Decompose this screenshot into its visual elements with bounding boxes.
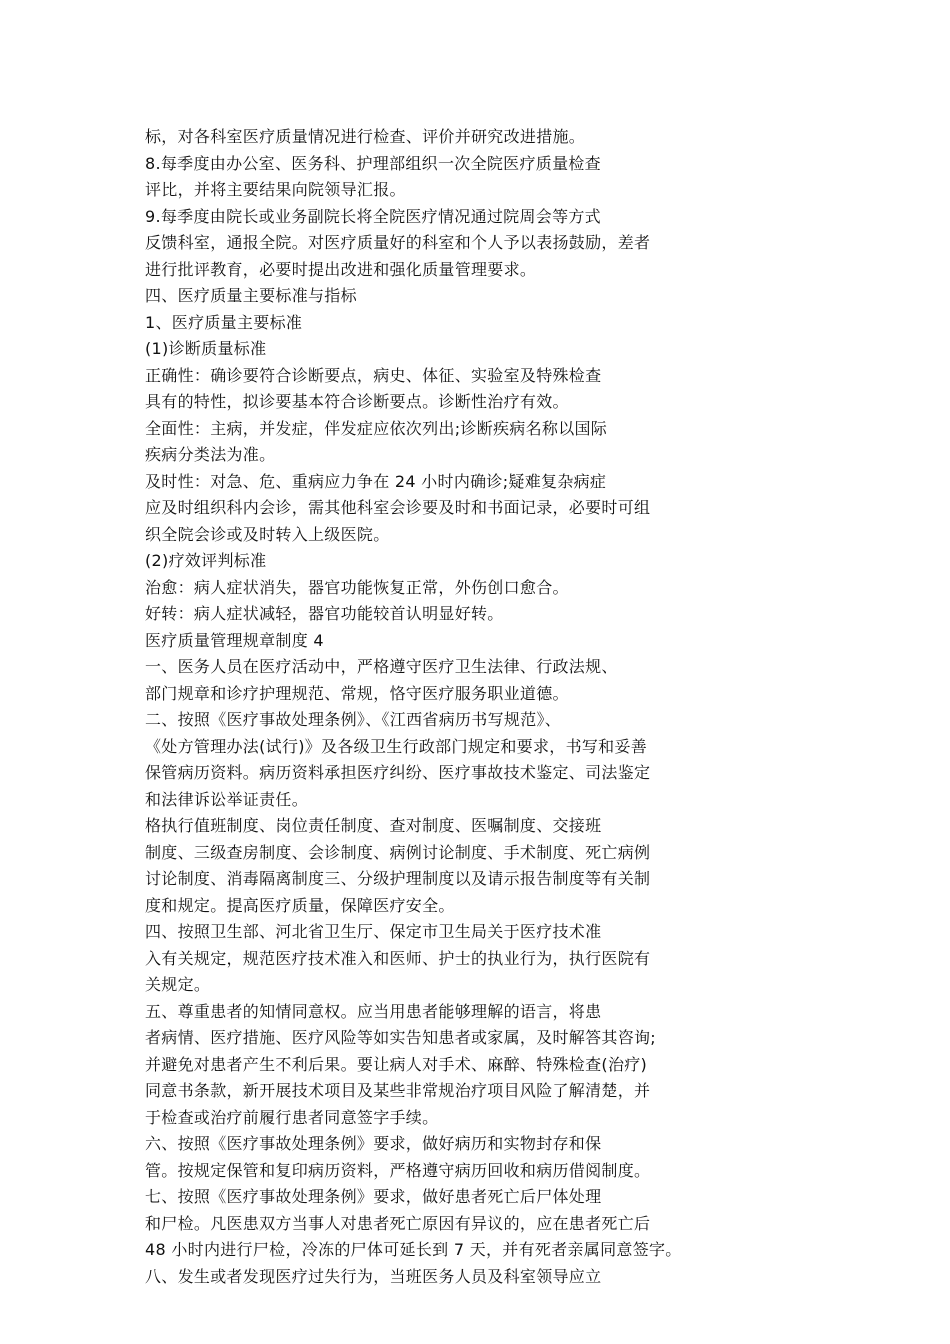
text-line: 进行批评教育，必要时提出改进和强化质量管理要求。 xyxy=(145,259,537,279)
text-line: 格执行值班制度、岗位责任制度、查对制度、医嘱制度、交接班 xyxy=(145,816,602,835)
text-line: 9.每季度由院长或业务副院长将全院医疗情况通过院周会等方式 xyxy=(145,206,601,226)
text-line: 并避免对患者产生不利后果。要让病人对手术、麻醉、特殊检查(治疗) xyxy=(145,1054,648,1074)
section-heading: 四、医疗质量主要标准与指标 xyxy=(145,286,357,305)
text-line: 及时性：对急、危、重病应力争在 24 小时内确诊;疑难复杂病症 xyxy=(145,471,607,491)
subsection-heading: (1)诊断质量标准 xyxy=(145,339,267,358)
text-line: 好转：病人症状减轻，器官功能较首认明显好转。 xyxy=(145,604,504,623)
text-line: 四、按照卫生部、河北省卫生厅、保定市卫生局关于医疗技术准 xyxy=(145,922,602,941)
text-line: 管。按规定保管和复印病历资料，严格遵守病历回收和病历借阅制度。 xyxy=(145,1160,651,1180)
text-line: 织全院会诊或及时转入上级医院。 xyxy=(145,524,390,544)
text-line: 评比，并将主要结果向院领导汇报。 xyxy=(145,180,406,199)
text-line: 关规定。 xyxy=(145,975,211,994)
text-line: 者病情、医疗措施、医疗风险等如实告知患者或家属，及时解答其咨询; xyxy=(145,1028,656,1047)
document-body xyxy=(145,124,805,1290)
text-line: 和法律诉讼举证责任。 xyxy=(145,789,309,809)
text-line: 《处方管理办法(试行)》及各级卫生行政部门规定和要求，书写和妥善 xyxy=(145,736,648,756)
text-line: 正确性：确诊要符合诊断要点，病史、体征、实验室及特殊检查 xyxy=(145,365,602,385)
text-line: 同意书条款，新开展技术项目及某些非常规治疗项目风险了解清楚，并 xyxy=(145,1081,651,1100)
text-line: 保管病历资料。病历资料承担医疗纠纷、医疗事故技术鉴定、司法鉴定 xyxy=(145,763,651,782)
text-line: 8.每季度由办公室、医务科、护理部组织一次全院医疗质量检查 xyxy=(145,153,601,173)
text-line: 六、按照《医疗事故处理条例》要求，做好病历和实物封存和保 xyxy=(145,1134,602,1153)
text-line: 全面性：主病，并发症，伴发症应依次列出;诊断疾病名称以国际 xyxy=(145,418,608,438)
text-line: 和尸检。凡医患双方当事人对患者死亡原因有异议的，应在患者死亡后 xyxy=(145,1213,651,1233)
text-line: 一、医务人员在医疗活动中，严格遵守医疗卫生法律、行政法规、 xyxy=(145,657,618,676)
text-line: 48 小时内进行尸检，冷冻的尸体可延长到 7 天，并有死者亲属同意签字。 xyxy=(145,1240,682,1259)
text-line: 治愈：病人症状消失，器官功能恢复正常，外伤创口愈合。 xyxy=(145,577,569,597)
text-line: 讨论制度、消毒隔离制度三、分级护理制度以及请示报告制度等有关制 xyxy=(145,869,651,888)
text-line: 度和规定。提高医疗质量，保障医疗安全。 xyxy=(145,895,455,915)
text-line: 具有的特性，拟诊要基本符合诊断要点。诊断性治疗有效。 xyxy=(145,392,569,411)
text-line: 疾病分类法为准。 xyxy=(145,445,276,464)
text-line: 部门规章和诊疗护理规范、常规，恪守医疗服务职业道德。 xyxy=(145,683,569,703)
text-line: 应及时组织科内会诊，需其他科室会诊要及时和书面记录，必要时可组 xyxy=(145,498,651,517)
text-line: 八、发生或者发现医疗过失行为，当班医务人员及科室领导应立 xyxy=(145,1266,602,1286)
text-line: 入有关规定，规范医疗技术准入和医师、护士的执业行为，执行医院有 xyxy=(145,948,651,968)
text-line: 制度、三级查房制度、会诊制度、病例讨论制度、手术制度、死亡病例 xyxy=(145,842,651,862)
subsection-heading: (2)疗效评判标准 xyxy=(145,551,267,570)
text-line: 反馈科室，通报全院。对医疗质量好的科室和个人予以表扬鼓励，差者 xyxy=(145,233,651,252)
text-line: 二、按照《医疗事故处理条例》、《江西省病历书写规范》、 xyxy=(145,710,562,729)
text-line: 于检查或治疗前履行患者同意签字手续。 xyxy=(145,1107,439,1127)
text-line: 七、按照《医疗事故处理条例》要求，做好患者死亡后尸体处理 xyxy=(145,1187,602,1206)
text-line: 五、尊重患者的知情同意权。应当用患者能够理解的语言，将患 xyxy=(145,1001,602,1021)
text-line: 标，对各科室医疗质量情况进行检查、评价并研究改进措施。 xyxy=(145,127,586,146)
document-title: 医疗质量管理规章制度 4 xyxy=(145,630,324,650)
subsection-heading: 1、医疗质量主要标准 xyxy=(145,312,303,332)
